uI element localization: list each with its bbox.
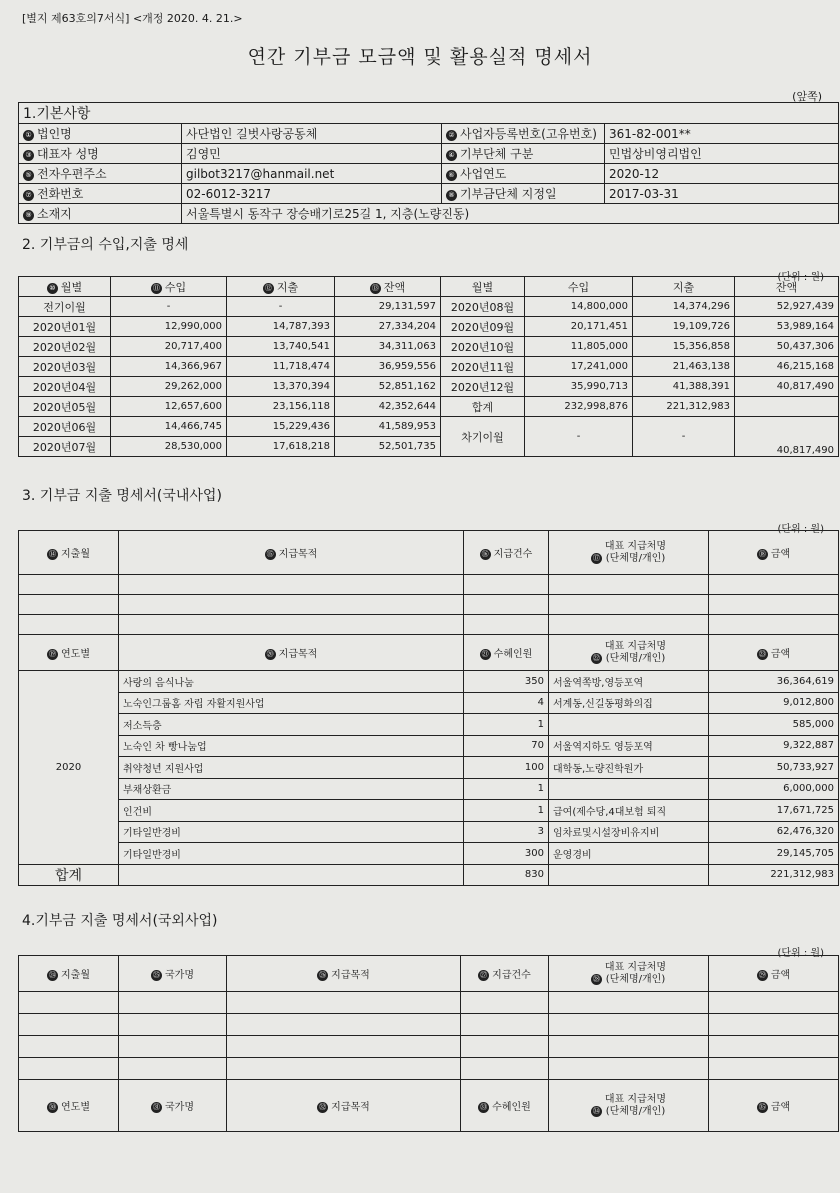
income-cell: 20,717,400	[111, 337, 227, 357]
section1-title: 1.기본사항	[19, 103, 839, 124]
balance-cell: 53,989,164	[735, 317, 839, 337]
table-row	[19, 714, 839, 736]
expense-cell: 41,388,391	[633, 377, 735, 397]
month-cell: 2020년11월	[441, 357, 525, 377]
d-col-amount-2: ㉓ 금액	[709, 635, 839, 671]
amount-cell: 29,145,705	[709, 843, 839, 865]
beneficiaries-cell: 1	[464, 714, 549, 736]
income-cell: 12,990,000	[111, 317, 227, 337]
income-cell: 35,990,713	[525, 377, 633, 397]
section4-unit: (단위 : 원)	[777, 948, 824, 959]
expense-cell: 11,718,474	[227, 357, 335, 377]
balance-cell: 52,927,439	[735, 297, 839, 317]
income-cell: 11,805,000	[525, 337, 633, 357]
table-row	[19, 337, 839, 357]
month-cell: 2020년08월	[441, 297, 525, 317]
col-income: ⑪ 수입	[111, 277, 227, 297]
beneficiaries-cell: 1	[464, 778, 549, 800]
beneficiaries-cell: 3	[464, 821, 549, 843]
section3-title: 3. 기부금 지출 명세서(국내사업)	[22, 488, 222, 504]
balance-cell: 27,334,204	[335, 317, 441, 337]
info-value: 02-6012-3217	[182, 184, 442, 204]
income-expense-table	[18, 276, 839, 457]
o-col-purpose-2: ㉜ 지급목적	[227, 1080, 461, 1132]
o-col-count: ㉗ 지급건수	[461, 956, 549, 992]
beneficiaries-cell: 1	[464, 800, 549, 822]
table-row	[19, 297, 839, 317]
purpose-cell: 인건비	[119, 800, 464, 822]
purpose-cell: 기타일반경비	[119, 843, 464, 865]
o-col-payee: ㉘대표 지급처명 (단체명/개인)	[549, 956, 709, 992]
beneficiaries-cell: 100	[464, 757, 549, 779]
front-side-label: (앞쪽)	[792, 90, 822, 103]
col-balance: ⑬ 잔액	[335, 277, 441, 297]
table-row	[19, 843, 839, 865]
d-col-purpose: ⑮ 지급목적	[119, 531, 464, 575]
info-value: 민법상비영리법인	[605, 144, 839, 164]
overseas-expense-table	[18, 955, 839, 1132]
address-value: 서울특별시 동작구 장승배기로25길 1, 지층(노량진동)	[182, 204, 839, 224]
income-cell: 20,171,451	[525, 317, 633, 337]
section2-title: 2. 기부금의 수입,지출 명세	[22, 237, 189, 253]
payee-cell: 급여(제수당,4대보험 퇴직	[549, 800, 709, 822]
purpose-cell: 기타일반경비	[119, 821, 464, 843]
amount-cell: 9,012,800	[709, 692, 839, 714]
income-cell: 14,366,967	[111, 357, 227, 377]
expense-cell: -	[227, 297, 335, 317]
table-row	[19, 357, 839, 377]
expense-cell: 14,787,393	[227, 317, 335, 337]
purpose-cell: 노숙인그룹홈 자립 자활지원사업	[119, 692, 464, 714]
amount-cell: 9,322,887	[709, 735, 839, 757]
expense-cell: 17,618,218	[227, 437, 335, 457]
carry-expense: -	[633, 417, 735, 457]
table-row	[19, 778, 839, 800]
income-cell: -	[111, 297, 227, 317]
d-col-year: ⑲ 연도별	[19, 635, 119, 671]
month-cell: 2020년02월	[19, 337, 111, 357]
d-col-payee: ⑰대표 지급처명 (단체명/개인)	[549, 531, 709, 575]
payee-cell	[549, 778, 709, 800]
info-value: 361-82-001**	[605, 124, 839, 144]
table-row	[19, 757, 839, 779]
form-number: [별지 제63호의7서식] <개정 2020. 4. 21.>	[22, 12, 243, 25]
payee-cell: 서울역지하도 영등포역	[549, 735, 709, 757]
info-label: ② 사업자등록번호(고유번호)	[442, 124, 605, 144]
d-col-month: ⑭ 지출월	[19, 531, 119, 575]
month-cell: 2020년09월	[441, 317, 525, 337]
o-col-country: ㉕ 국가명	[119, 956, 227, 992]
expense-cell: 15,356,858	[633, 337, 735, 357]
payee-cell: 운영경비	[549, 843, 709, 865]
info-label: ⑦ 전화번호	[19, 184, 182, 204]
balance-cell: 52,501,735	[335, 437, 441, 457]
expense-cell: 13,740,541	[227, 337, 335, 357]
purpose-cell: 부채상환금	[119, 778, 464, 800]
income-cell: 12,657,600	[111, 397, 227, 417]
month-cell: 2020년10월	[441, 337, 525, 357]
purpose-cell: 취약청년 지원사업	[119, 757, 464, 779]
address-label: ⑨ 소재지	[19, 204, 182, 224]
d-col-beneficiaries: ㉑ 수혜인원	[464, 635, 549, 671]
amount-cell: 6,000,000	[709, 778, 839, 800]
balance-cell: 52,851,162	[335, 377, 441, 397]
year-cell: 2020	[19, 671, 119, 865]
expense-cell: 23,156,118	[227, 397, 335, 417]
amount-cell: 36,364,619	[709, 671, 839, 693]
section3-unit: (단위 : 원)	[777, 524, 824, 535]
info-value: 2017-03-31	[605, 184, 839, 204]
table-row	[19, 735, 839, 757]
carry-balance: 40,817,490	[735, 417, 839, 457]
expense-cell: 21,463,138	[633, 357, 735, 377]
info-value: 사단법인 길벗사랑공동체	[182, 124, 442, 144]
balance-cell: 50,437,306	[735, 337, 839, 357]
balance-cell: 41,589,953	[335, 417, 441, 437]
balance-cell: 42,352,644	[335, 397, 441, 417]
o-col-payee-2: ㉞대표 지급처명 (단체명/개인)	[549, 1080, 709, 1132]
beneficiaries-cell: 4	[464, 692, 549, 714]
purpose-cell: 사랑의 음식나눔	[119, 671, 464, 693]
o-col-year: ㉚ 연도별	[19, 1080, 119, 1132]
col-income-2: 수입	[525, 277, 633, 297]
table-row	[19, 397, 839, 417]
expense-cell: 13,370,394	[227, 377, 335, 397]
carry-income: -	[525, 417, 633, 457]
amount-cell: 50,733,927	[709, 757, 839, 779]
month-cell: 2020년06월	[19, 417, 111, 437]
balance-cell: 34,311,063	[335, 337, 441, 357]
purpose-cell: 저소득층	[119, 714, 464, 736]
month-cell: 2020년01월	[19, 317, 111, 337]
balance-cell: 29,131,597	[335, 297, 441, 317]
col-expense: ⑫ 지출	[227, 277, 335, 297]
payee-cell: 대학동,노량진학원가	[549, 757, 709, 779]
expense-cell: 14,374,296	[633, 297, 735, 317]
income-cell: 14,466,745	[111, 417, 227, 437]
table-row	[19, 821, 839, 843]
table-row	[19, 692, 839, 714]
o-col-beneficiaries: ㉝ 수혜인원	[461, 1080, 549, 1132]
section2-unit: (단위 : 원)	[777, 272, 824, 283]
payee-cell: 서울역쪽방,영등포역	[549, 671, 709, 693]
carry-label: 차기이월	[441, 417, 525, 457]
col-month: ⑩ 월별	[19, 277, 111, 297]
info-label: ③ 대표자 성명	[19, 144, 182, 164]
d-col-purpose-2: ⑳ 지급목적	[119, 635, 464, 671]
beneficiaries-cell: 70	[464, 735, 549, 757]
col-month-2: 월별	[441, 277, 525, 297]
domestic-total-label: 합계	[19, 864, 119, 885]
info-value: 김영민	[182, 144, 442, 164]
month-cell: 2020년07월	[19, 437, 111, 457]
table-row	[19, 671, 839, 693]
o-col-purpose: ㉖ 지급목적	[227, 956, 461, 992]
domestic-expense-table	[18, 530, 839, 886]
table-row	[19, 317, 839, 337]
expense-cell: 19,109,726	[633, 317, 735, 337]
section4-title: 4.기부금 지출 명세서(국외사업)	[22, 913, 218, 929]
table-row	[19, 377, 839, 397]
col-balance-2: 잔액	[735, 277, 839, 297]
o-col-country-2: ㉛ 국가명	[119, 1080, 227, 1132]
domestic-total-amount: 221,312,983	[709, 864, 839, 885]
expense-cell: 15,229,436	[227, 417, 335, 437]
o-col-month: ㉔ 지출월	[19, 956, 119, 992]
info-value: gilbot3217@hanmail.net	[182, 164, 442, 184]
total-label: 합계	[441, 397, 525, 417]
month-cell: 전기이월	[19, 297, 111, 317]
income-cell: 28,530,000	[111, 437, 227, 457]
basic-info-table	[18, 102, 839, 224]
d-col-count: ⑯ 지급건수	[464, 531, 549, 575]
payee-cell: 서계동,신길동평화의집	[549, 692, 709, 714]
domestic-total-count: 830	[464, 864, 549, 885]
income-cell: 14,800,000	[525, 297, 633, 317]
d-col-amount: ⑱ 금액	[709, 531, 839, 575]
month-cell: 2020년05월	[19, 397, 111, 417]
col-expense-2: 지출	[633, 277, 735, 297]
income-cell: 29,262,000	[111, 377, 227, 397]
balance-cell: 36,959,556	[335, 357, 441, 377]
purpose-cell: 노숙인 차 빵나눔업	[119, 735, 464, 757]
d-col-payee-2: ㉒대표 지급처명 (단체명/개인)	[549, 635, 709, 671]
table-row	[19, 417, 839, 437]
info-label: ④ 기부단체 구분	[442, 144, 605, 164]
beneficiaries-cell: 300	[464, 843, 549, 865]
info-label: ⑤ 전자우편주소	[19, 164, 182, 184]
month-cell: 2020년12월	[441, 377, 525, 397]
beneficiaries-cell: 350	[464, 671, 549, 693]
amount-cell: 62,476,320	[709, 821, 839, 843]
info-label: ⑧ 기부금단체 지정일	[442, 184, 605, 204]
month-cell: 2020년04월	[19, 377, 111, 397]
balance-cell: 46,215,168	[735, 357, 839, 377]
amount-cell: 585,000	[709, 714, 839, 736]
o-col-amount: ㉙ 금액	[709, 956, 839, 992]
payee-cell: 임차료및시설장비유지비	[549, 821, 709, 843]
month-cell: 2020년03월	[19, 357, 111, 377]
info-value: 2020-12	[605, 164, 839, 184]
page-title: 연간 기부금 모금액 및 활용실적 명세서	[247, 46, 593, 68]
info-label: ⑥ 사업연도	[442, 164, 605, 184]
balance-cell: 40,817,490	[735, 377, 839, 397]
total-expense: 221,312,983	[633, 397, 735, 417]
total-income: 232,998,876	[525, 397, 633, 417]
payee-cell	[549, 714, 709, 736]
o-col-amount-2: ㉟ 금액	[709, 1080, 839, 1132]
table-row	[19, 800, 839, 822]
amount-cell: 17,671,725	[709, 800, 839, 822]
income-cell: 17,241,000	[525, 357, 633, 377]
info-label: ① 법인명	[19, 124, 182, 144]
